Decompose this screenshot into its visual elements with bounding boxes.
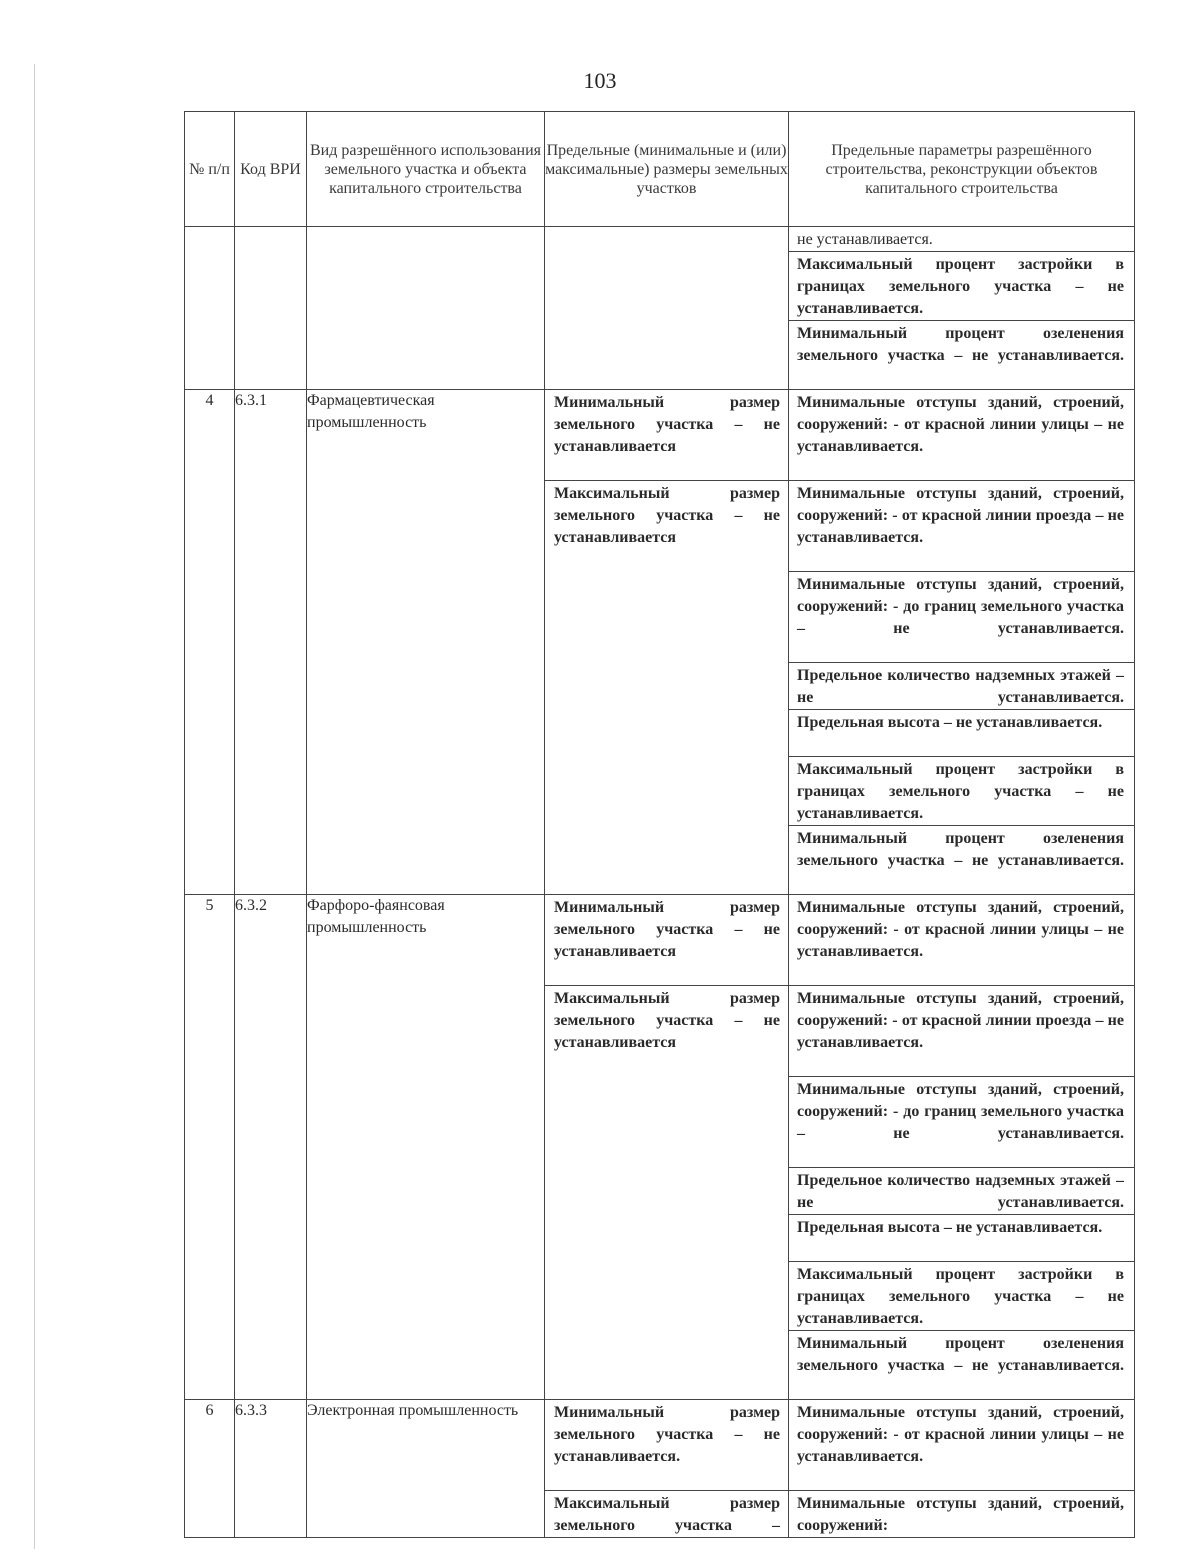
param-item: Предельное количество надземных этажей – не устанавливается.	[797, 1172, 1124, 1211]
header-params: Предельные параметры разрешённого строительства, реконструкции объектов капитального строительства	[789, 112, 1135, 227]
table-row	[185, 390, 1135, 481]
param-item: не устанавливается.	[797, 231, 933, 248]
param-item: Предельное количество надземных этажей – не устанавливается.	[797, 667, 1124, 706]
row-code: 6.3.1	[235, 390, 307, 895]
page-number: 103	[583, 68, 617, 93]
header-sizes: Предельные (минимальные и (или) максимальные) размеры земельных участков	[545, 112, 789, 227]
cont-size-cell	[545, 227, 789, 390]
table-row	[185, 1400, 1135, 1491]
cont-code-cell	[235, 227, 307, 390]
row-number: 4	[185, 390, 235, 895]
param-item: Предельная высота – не устанавливается.	[797, 1219, 1103, 1236]
param-item: Минимальный процент озеленения земельного участка – не устанавливается.	[797, 325, 1124, 364]
param-item: Минимальный процент озеленения земельного участка – не устанавливается.	[797, 830, 1124, 869]
param-item: Минимальные отступы зданий, строений, сооружений: - от красной линии проезда – не устанавливается.	[797, 485, 1124, 546]
row-vri: Электронная промышленность	[307, 1400, 545, 1538]
row-code: 6.3.3	[235, 1400, 307, 1538]
param-item: Минимальные отступы зданий, строений, сооружений: - до границ земельного участка – не устанавливается.	[797, 576, 1124, 637]
param-item: Минимальный процент озеленения земельного участка – не устанавливается.	[797, 1335, 1124, 1374]
row-number: 5	[185, 895, 235, 1400]
param-item: Минимальные отступы зданий, строений, сооружений: - от красной линии улицы – не устанавливается.	[797, 394, 1124, 455]
size-max: Максимальный размер земельного участка – не устанавливается	[554, 990, 780, 1051]
row-vri: Фармацевтическая промышленность	[307, 390, 545, 895]
param-item: Минимальные отступы зданий, строений, сооружений: - от красной линии улицы – не устанавливается.	[797, 1404, 1124, 1465]
size-min: Минимальный размер земельного участка – не устанавливается	[554, 394, 780, 455]
row-vri: Фарфоро-фаянсовая промышленность	[307, 895, 545, 1400]
size-max: Максимальный размер земельного участка – не устанавливается	[554, 485, 780, 546]
param-item: Максимальный процент застройки в границах земельного участка – не устанавливается.	[797, 1266, 1124, 1327]
param-item: Минимальные отступы зданий, строений, сооружений: - от красной линии улицы – не устанавливается.	[797, 899, 1124, 960]
table-header-row	[185, 112, 1135, 227]
size-max: Максимальный размер земельного участка –	[554, 1495, 780, 1534]
size-min: Минимальный размер земельного участка – не устанавливается	[554, 899, 780, 960]
param-item: Минимальные отступы зданий, строений, сооружений:	[797, 1495, 1124, 1534]
size-min: Минимальный размер земельного участка – не устанавливается.	[554, 1404, 780, 1465]
param-item: Максимальный процент застройки в границах земельного участка – не устанавливается.	[797, 761, 1124, 822]
table-row	[185, 895, 1135, 986]
param-item: Максимальный процент застройки в границах земельного участка – не устанавливается.	[797, 256, 1124, 317]
row-code: 6.3.2	[235, 895, 307, 1400]
cont-vri-cell	[307, 227, 545, 390]
header-code: Код ВРИ	[235, 112, 307, 227]
table-row-continuation	[185, 227, 1135, 252]
param-item: Минимальные отступы зданий, строений, сооружений: - от красной линии проезда – не устанавливается.	[797, 990, 1124, 1051]
param-item: Минимальные отступы зданий, строений, сооружений: - до границ земельного участка – не устанавливается.	[797, 1081, 1124, 1142]
vri-table	[184, 111, 1135, 1538]
param-item: Предельная высота – не устанавливается.	[797, 714, 1103, 731]
header-vri: Вид разрешённого использования земельного участка и объекта капитального строительства	[307, 112, 545, 227]
cont-no-cell	[185, 227, 235, 390]
page-left-edge	[34, 64, 35, 1549]
row-number: 6	[185, 1400, 235, 1538]
header-no: № п/п	[185, 112, 235, 227]
